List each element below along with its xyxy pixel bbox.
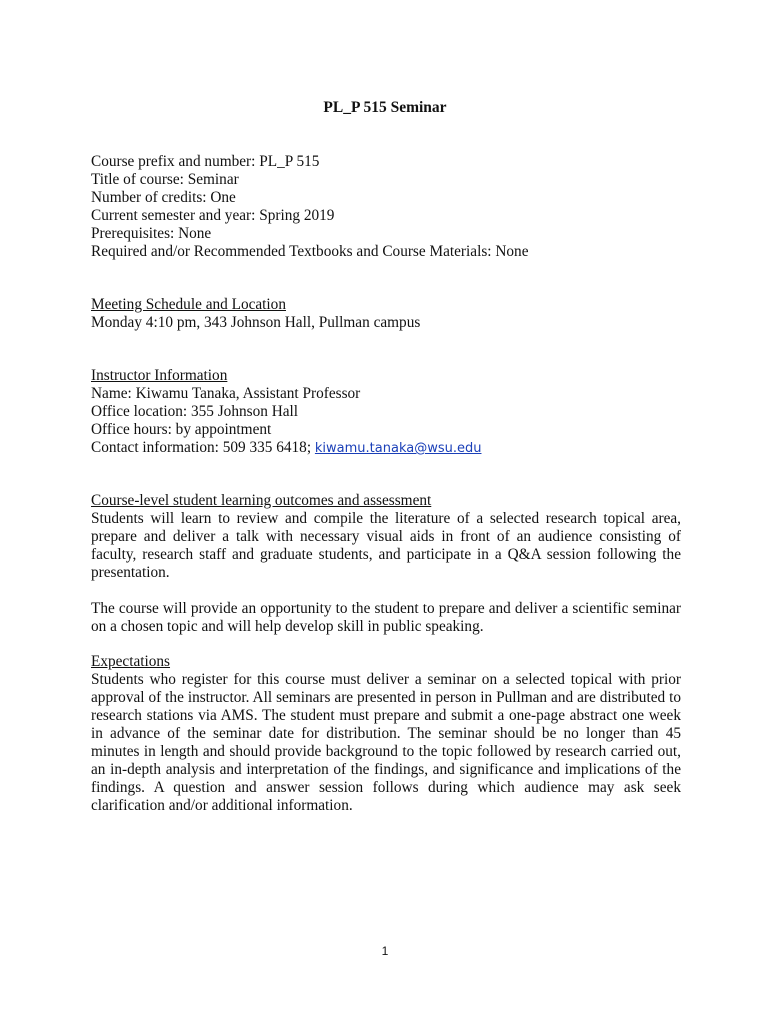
semester-line: Current semester and year: Spring 2019 <box>91 207 335 224</box>
instructor-heading: Instructor Information <box>91 367 228 384</box>
office-hours: Office hours: by appointment <box>91 421 272 438</box>
course-info-block <box>91 153 681 261</box>
outcomes-heading: Course-level student learning outcomes and assessment <box>91 492 432 509</box>
contact-prefix: Contact information: 509 335 6418; <box>91 439 315 456</box>
outcomes-paragraph-1: Students will learn to review and compile the literature of a selected research topical area, prepare and deliver a talk with necessary visual aids in front of an audience consisting of faculty, research staff and graduate students, and participate in a Q&A session following the presentation. <box>91 510 681 581</box>
meeting-section <box>91 296 681 332</box>
outcomes-paragraph-2: The course will provide an opportunity to the student to prepare and deliver a scientific seminar on a chosen topic and will help develop skill in public speaking. <box>91 600 681 635</box>
document-title: PL_P 515 Seminar <box>323 99 447 116</box>
contact-information <box>91 439 681 458</box>
office-location: Office location: 355 Johnson Hall <box>91 403 299 420</box>
meeting-heading: Meeting Schedule and Location <box>91 296 286 313</box>
expectations-paragraph: Students who register for this course must deliver a seminar on a selected topical with prior approval of the instructor. All seminars are presented in person in Pullman and are distributed to research stations via AMS. The student must prepare and submit a one-page abstract one week in advance of the seminar date for distribution. The seminar should be no longer than 45 minutes in length and should provide background to the topic followed by research carried out, an in-depth analysis and interpretation of the findings, and significance and implications of the findings. A question and answer session follows during which audience may ask seek clarification and/or additional information. <box>91 671 681 814</box>
credits-line: Number of credits: One <box>91 189 236 206</box>
page-number: 1 <box>381 944 389 958</box>
textbooks-line: Required and/or Recommended Textbooks and Course Materials: None <box>91 243 529 260</box>
instructor-section <box>91 367 681 458</box>
course-prefix-line: Course prefix and number: PL_P 515 <box>91 153 320 170</box>
course-title-line: Title of course: Seminar <box>91 171 239 188</box>
expectations-heading: Expectations <box>91 653 171 670</box>
outcomes-section <box>91 492 681 636</box>
prerequisites-line: Prerequisites: None <box>91 225 212 242</box>
expectations-section <box>91 653 681 815</box>
email-link[interactable]: kiwamu.tanaka@wsu.edu <box>314 441 482 456</box>
instructor-name: Name: Kiwamu Tanaka, Assistant Professor <box>91 385 361 402</box>
meeting-text: Monday 4:10 pm, 343 Johnson Hall, Pullman campus <box>91 314 421 331</box>
